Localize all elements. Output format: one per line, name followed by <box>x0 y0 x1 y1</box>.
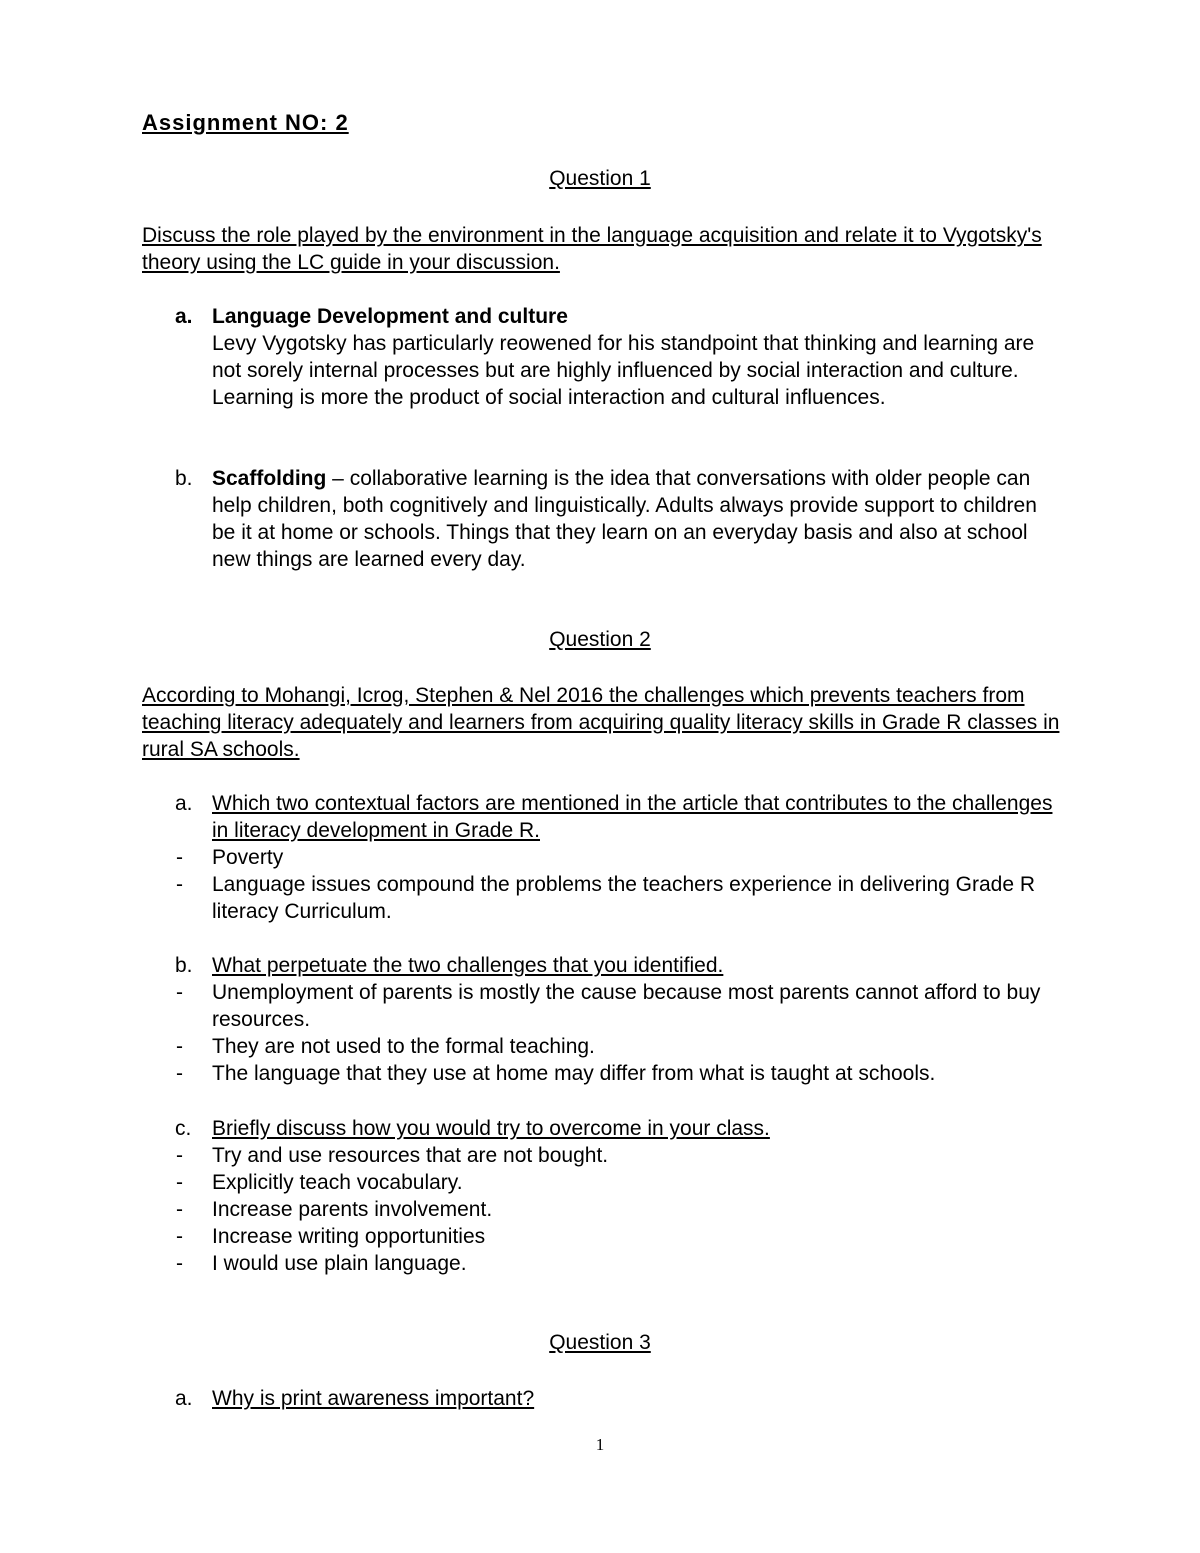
q1-item-a-body: Levy Vygotsky has particularly reowened for his standpoint that thinking and learning are not sorely internal processes but are highly influenced by social interaction and culture. Learning is more the product of social interaction and cultural influences. <box>212 332 1035 409</box>
list-item-text: Explicitly teach vocabulary. <box>212 1171 463 1194</box>
q1-item-b-heading: Scaffolding <box>212 467 327 490</box>
q2-item-c-question: Briefly discuss how you would try to overcome in your class. <box>212 1117 770 1140</box>
list-item-text: Increase writing opportunities <box>212 1225 486 1248</box>
q2-item-a <box>142 790 1062 844</box>
q3-item-a-marker: a. <box>175 1387 193 1410</box>
question-1-prompt: Discuss the role played by the environment in the language acquisition and relate it to Vygotsky's theory using the LC guide in your discussion. <box>142 224 1042 274</box>
assignment-title: Assignment NO: 2 <box>142 110 349 135</box>
q1-item-a-marker: a. <box>175 305 193 328</box>
list-item <box>142 1033 1062 1060</box>
q2-item-b-question: What perpetuate the two challenges that you identified. <box>212 954 724 977</box>
list-item <box>142 871 1062 925</box>
list-item-text: Unemployment of parents is mostly the cause because most parents cannot afford to buy resources. <box>212 981 1041 1031</box>
bullet-dash: - <box>176 1252 183 1275</box>
bullet-dash: - <box>176 1144 183 1167</box>
q2-item-c-marker: c. <box>175 1117 192 1140</box>
bullet-dash: - <box>176 1198 183 1221</box>
list-item <box>142 1060 1062 1087</box>
bullet-dash: - <box>176 873 183 896</box>
q2-item-a-marker: a. <box>175 792 193 815</box>
list-item-text: Try and use resources that are not bought. <box>212 1144 609 1167</box>
bullet-dash: - <box>176 846 183 869</box>
bullet-dash: - <box>176 1171 183 1194</box>
list-item-text: Poverty <box>212 846 284 869</box>
list-item <box>142 1223 1062 1250</box>
q1-item-a <box>142 303 1062 411</box>
list-item <box>142 1169 1062 1196</box>
q2-item-b <box>142 952 1062 979</box>
q2-item-a-question: Which two contextual factors are mentioned in the article that contributes to the challenges in literacy development in Grade R. <box>212 792 1053 842</box>
question-2-heading: Question 2 <box>549 628 651 651</box>
q3-item-a-question: Why is print awareness important? <box>212 1387 535 1410</box>
list-item <box>142 1196 1062 1223</box>
q3-item-a <box>142 1385 1062 1412</box>
list-item <box>142 844 1062 871</box>
bullet-dash: - <box>176 981 183 1004</box>
list-item <box>142 1250 1062 1277</box>
list-item <box>142 979 1062 1033</box>
question-1-heading: Question 1 <box>549 167 651 190</box>
list-item-text: Language issues compound the problems the teachers experience in delivering Grade R literacy Curriculum. <box>212 873 1035 923</box>
question-3-heading: Question 3 <box>549 1331 651 1354</box>
list-item-text: I would use plain language. <box>212 1252 467 1275</box>
q2-item-b-marker: b. <box>175 954 193 977</box>
q1-item-b-body: – collaborative learning is the idea that conversations with older people can help children, both cognitively and linguistically. Adults always provide support to children be it at home or schools. Things that they learn on an everyday basis and also at school new things are learned every day. <box>212 467 1037 571</box>
question-2-prompt: According to Mohangi, Icrog, Stephen & Nel 2016 the challenges which prevents teachers from teaching literacy adequately and learners from acquiring quality literacy skills in Grade R classes in rural SA schools. <box>142 684 1060 761</box>
q1-item-a-heading: Language Development and culture <box>212 305 568 328</box>
q2-item-c <box>142 1115 1062 1142</box>
bullet-dash: - <box>176 1062 183 1085</box>
list-item-text: They are not used to the formal teaching. <box>212 1035 595 1058</box>
q1-item-b-marker: b. <box>175 467 193 490</box>
bullet-dash: - <box>176 1225 183 1248</box>
page-number: 1 <box>595 1435 605 1454</box>
bullet-dash: - <box>176 1035 183 1058</box>
list-item <box>142 1142 1062 1169</box>
q1-item-b <box>142 465 1062 573</box>
list-item-text: The language that they use at home may differ from what is taught at schools. <box>212 1062 936 1085</box>
list-item-text: Increase parents involvement. <box>212 1198 493 1221</box>
